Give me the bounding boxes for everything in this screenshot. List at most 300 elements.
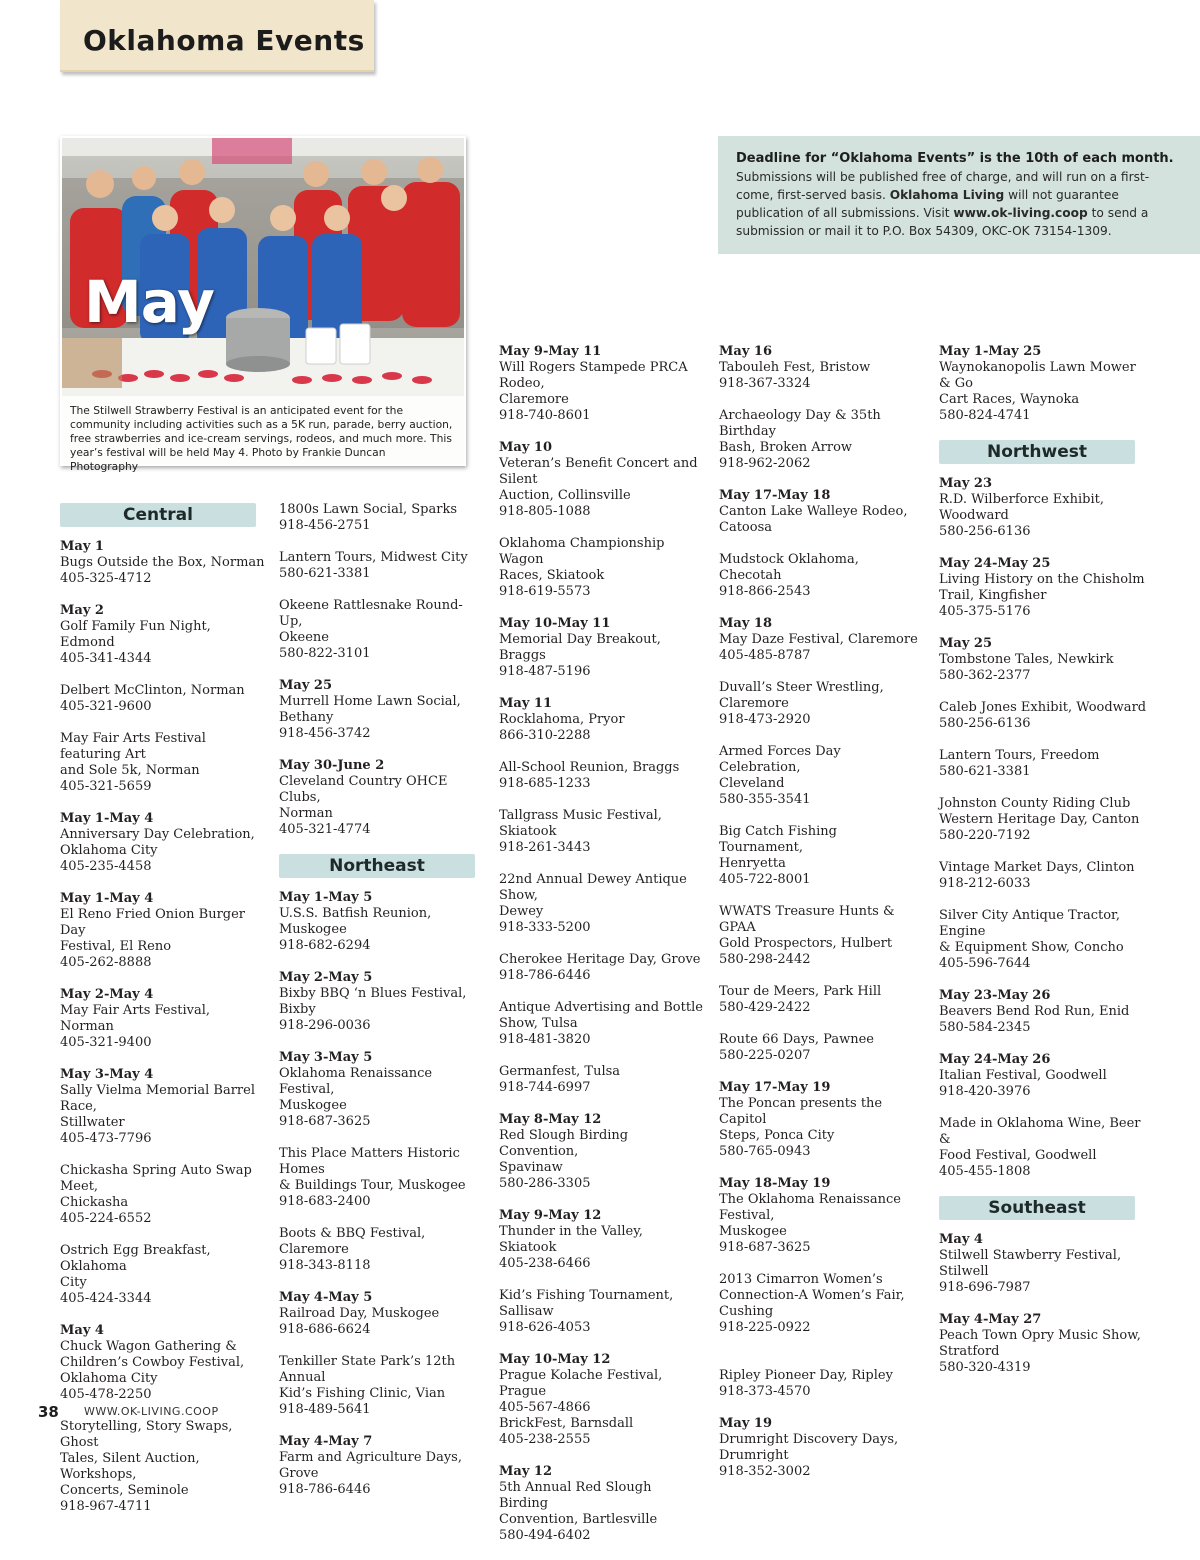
event-line: Oklahoma City (60, 1371, 158, 1386)
deadline-text: will not guarantee publication of all submissions. Visit (736, 188, 1119, 220)
event-line: 5th Annual Red Slough Birding (499, 1480, 652, 1511)
event-listing (939, 908, 1149, 972)
event-listing (60, 987, 265, 1051)
event-line: WWATS Treasure Hunts & GPAA (719, 904, 895, 935)
event-date: May 3-May 4 (60, 1067, 154, 1082)
event-line: Living History on the Chisholm (939, 572, 1145, 587)
event-line: Tabouleh Fest, Bristow (719, 360, 871, 375)
event-line: 580-225-0207 (719, 1048, 811, 1063)
event-line: 918-744-6997 (499, 1080, 591, 1095)
deadline-body (736, 168, 1184, 240)
region-heading-northeast: Northeast (279, 854, 475, 878)
event-line: 918-740-8601 (499, 408, 591, 423)
event-line: Tombstone Tales, Newkirk (939, 652, 1114, 667)
event-line: Dewey (499, 904, 544, 919)
event-line: 405-224-6552 (60, 1211, 152, 1226)
event-line: El Reno Fried Onion Burger Day (60, 907, 246, 938)
event-line: Kid’s Fishing Clinic, Vian (279, 1386, 446, 1401)
deadline-url-link[interactable]: www.ok-living.coop (953, 206, 1088, 220)
event-date: May 30-June 2 (279, 758, 385, 773)
event-line: 1800s Lawn Social, Sparks (279, 502, 457, 517)
event-line: Cherokee Heritage Day, Grove (499, 952, 701, 967)
event-listing (279, 1146, 484, 1210)
event-line: Oklahoma City (60, 843, 158, 858)
event-listing (719, 488, 924, 536)
event-date: May 2-May 4 (60, 987, 154, 1002)
event-listing (279, 598, 484, 662)
event-line: 580-220-7192 (939, 828, 1031, 843)
event-line: The Poncan presents the Capitol (719, 1096, 883, 1127)
event-line: Children’s Cowboy Festival, (60, 1355, 245, 1370)
event-listing (279, 550, 484, 582)
event-line: 918-866-2543 (719, 584, 811, 599)
deadline-brand: Oklahoma Living (889, 188, 1005, 202)
event-listing (279, 1354, 484, 1418)
event-listing (499, 1064, 704, 1096)
deadline-text: to send a submission or mail it to P.O. Box 54309, OKC-OK 73154-1309. (736, 206, 1149, 238)
event-line: Concerts, Seminole (60, 1483, 189, 1498)
event-line: 918-687-3625 (719, 1240, 811, 1255)
event-date: May 9-May 11 (499, 344, 602, 359)
event-date: May 24-May 25 (939, 556, 1051, 571)
event-date: May 1-May 4 (60, 891, 154, 906)
event-line: Chickasha Spring Auto Swap Meet, (60, 1163, 252, 1194)
event-listing (499, 1464, 704, 1544)
footer-url: WWW.OK-LIVING.COOP (84, 1405, 219, 1418)
event-line: Lantern Tours, Midwest City (279, 550, 468, 565)
event-line: Storytelling, Story Swaps, Ghost (60, 1419, 233, 1450)
event-line: Italian Festival, Goodwell (939, 1068, 1107, 1083)
event-line: 405-341-4344 (60, 651, 152, 666)
event-line: Okeene (279, 630, 329, 645)
event-line: 866-310-2288 (499, 728, 591, 743)
event-line: & Equipment Show, Concho (939, 940, 1124, 955)
event-listing (60, 1163, 265, 1227)
event-line: 918-352-3002 (719, 1464, 811, 1479)
event-listing (499, 696, 704, 744)
event-listing (279, 1290, 484, 1338)
event-line: Murrell Home Lawn Social, Bethany (279, 694, 461, 725)
event-line: Canton Lake Walleye Rodeo, (719, 504, 908, 519)
event-line: 405-722-8001 (719, 872, 811, 887)
event-listing (60, 811, 265, 875)
event-listing (939, 860, 1149, 892)
event-listing (499, 440, 704, 520)
event-line: 918-343-8118 (279, 1258, 371, 1273)
event-line: Woodward (939, 508, 1009, 523)
event-listing (279, 678, 484, 742)
event-line: 405-455-1808 (939, 1164, 1031, 1179)
event-date: May 1 (60, 539, 104, 554)
event-listing (279, 1050, 484, 1130)
event-listing (719, 1416, 924, 1480)
event-date: May 4 (939, 1232, 983, 1247)
event-line: Cushing (719, 1304, 774, 1319)
event-line: 405-567-4866 (499, 1400, 591, 1415)
event-line: Cart Races, Waynoka (939, 392, 1080, 407)
region-heading-northwest: Northwest (939, 440, 1135, 464)
event-listing (499, 616, 704, 680)
event-date: May 23-May 26 (939, 988, 1051, 1003)
event-line: Chickasha (60, 1195, 129, 1210)
event-line: May Daze Festival, Claremore (719, 632, 918, 647)
event-listing (719, 1176, 924, 1256)
event-line: 580-362-2377 (939, 668, 1031, 683)
event-line: 405-235-4458 (60, 859, 152, 874)
event-listing (499, 760, 704, 792)
event-line: 918-962-2062 (719, 456, 811, 471)
event-line: Oklahoma Championship Wagon (499, 536, 665, 567)
event-line: Show, Tulsa (499, 1016, 578, 1031)
event-line: Ostrich Egg Breakfast, Oklahoma (60, 1243, 211, 1274)
event-listing (939, 700, 1149, 732)
event-listing (719, 680, 924, 728)
event-date: May 25 (939, 636, 992, 651)
event-line: Big Catch Fishing Tournament, (719, 824, 837, 855)
event-line: 918-786-6446 (499, 968, 591, 983)
event-line: Cleveland Country OHCE Clubs, (279, 774, 448, 805)
event-line: 580-494-6402 (499, 1528, 591, 1543)
event-line: 405-325-4712 (60, 571, 152, 586)
event-listing (939, 1312, 1149, 1376)
event-line: Muskogee (279, 1098, 347, 1113)
event-line: 918-682-6294 (279, 938, 371, 953)
events-column-1 (60, 503, 265, 1531)
event-line: 918-687-3625 (279, 1114, 371, 1129)
event-line: Okeene Rattlesnake Round-Up, (279, 598, 463, 629)
event-line: Peach Town Opry Music Show, (939, 1328, 1141, 1343)
event-date: May 11 (499, 696, 552, 711)
event-line: 918-261-3443 (499, 840, 591, 855)
event-line: 918-696-7987 (939, 1280, 1031, 1295)
event-line: 405-485-8787 (719, 648, 811, 663)
event-line: All-School Reunion, Braggs (499, 760, 680, 775)
event-line: 580-286-3305 (499, 1176, 591, 1191)
event-line: 580-256-6136 (939, 524, 1031, 539)
event-listing (499, 1112, 704, 1192)
event-line: Stillwater (60, 1115, 125, 1130)
event-listing (499, 344, 704, 424)
event-line: 918-456-2751 (279, 518, 371, 533)
page-number: 38 (38, 1403, 59, 1421)
events-column-5 (939, 344, 1149, 1392)
event-line: R.D. Wilberforce Exhibit, (939, 492, 1104, 507)
event-line: Catoosa (719, 520, 772, 535)
event-listing (719, 616, 924, 664)
event-line: Auction, Collinsville (499, 488, 631, 503)
event-listing (60, 1067, 265, 1147)
event-date: May 17-May 19 (719, 1080, 831, 1095)
event-listing (60, 1419, 265, 1515)
event-line: Connection-A Women’s Fair, (719, 1288, 905, 1303)
event-line: Kid’s Fishing Tournament, Sallisaw (499, 1288, 674, 1319)
event-date: May 1-May 4 (60, 811, 154, 826)
event-line: 22nd Annual Dewey Antique Show, (499, 872, 687, 903)
event-line: Veteran’s Benefit Concert and Silent (499, 456, 698, 487)
event-listing (939, 344, 1149, 424)
event-line: 918-296-0036 (279, 1018, 371, 1033)
event-listing (939, 1116, 1149, 1180)
event-line: 580-320-4319 (939, 1360, 1031, 1375)
event-line: 918-786-6446 (279, 1482, 371, 1497)
event-line: Tour de Meers, Park Hill (719, 984, 882, 999)
deadline-notice (718, 136, 1200, 254)
page-title: Oklahoma Events (83, 24, 365, 57)
event-date: May 19 (719, 1416, 772, 1431)
event-listing (499, 1288, 704, 1336)
event-line: Johnston County Riding Club (939, 796, 1131, 811)
event-listing (719, 1368, 924, 1400)
event-line: 580-765-0943 (719, 1144, 811, 1159)
event-date: May 18-May 19 (719, 1176, 831, 1191)
event-date: May 18 (719, 616, 772, 631)
event-line: 580-824-4741 (939, 408, 1031, 423)
event-line: 405-473-7796 (60, 1131, 152, 1146)
event-line: 918-225-0922 (719, 1320, 811, 1335)
event-line: Bash, Broken Arrow (719, 440, 853, 455)
event-line: Bugs Outside the Box, Norman (60, 555, 265, 570)
event-line: 918-212-6033 (939, 876, 1031, 891)
event-line: Trail, Kingfisher (939, 588, 1047, 603)
event-listing (499, 952, 704, 984)
region-heading-central: Central (60, 503, 256, 527)
event-line: Boots & BBQ Festival, Claremore (279, 1226, 426, 1257)
event-line: 918-626-4053 (499, 1320, 591, 1335)
event-listing (719, 824, 924, 888)
event-line: 580-256-6136 (939, 716, 1031, 731)
event-line: Red Slough Birding Convention, (499, 1128, 629, 1159)
event-listing (939, 988, 1149, 1036)
event-listing (60, 539, 265, 587)
event-line: 918-685-1233 (499, 776, 591, 791)
events-column-2 (279, 502, 484, 1514)
event-line: Stratford (939, 1344, 1000, 1359)
photo-caption: The Stilwell Strawberry Festival is an anticipated event for the community including activities such as a 5K run, parade, berry auction, free strawberries and ice-cream servings, rodeos, and much more. This year’s festival will be held May 4. Photo by Frankie Duncan Photography (62, 396, 464, 464)
event-date: May 9-May 12 (499, 1208, 602, 1223)
event-listing (279, 890, 484, 954)
event-listing (939, 556, 1149, 620)
event-line: Steps, Ponca City (719, 1128, 835, 1143)
event-line: Cleveland (719, 776, 785, 791)
event-listing (60, 731, 265, 795)
event-date: May 12 (499, 1464, 552, 1479)
month-heading: May (84, 268, 214, 336)
event-line: 405-321-5659 (60, 779, 152, 794)
event-line: Rocklahoma, Pryor (499, 712, 625, 727)
event-listing (279, 1434, 484, 1498)
event-line: 405-321-9600 (60, 699, 152, 714)
event-listing (719, 552, 924, 600)
event-date: May 2 (60, 603, 104, 618)
event-listing (939, 796, 1149, 844)
event-date: May 3-May 5 (279, 1050, 373, 1065)
event-date: May 10-May 11 (499, 616, 611, 631)
event-line: Will Rogers Stampede PRCA Rodeo, (499, 360, 688, 391)
event-line: May Fair Arts Festival featuring Art (60, 731, 206, 762)
event-listing (719, 904, 924, 968)
event-line: 918-373-4570 (719, 1384, 811, 1399)
event-line: Antique Advertising and Bottle (499, 1000, 703, 1015)
event-line: This Place Matters Historic Homes (279, 1146, 460, 1177)
event-line: Germanfest, Tulsa (499, 1064, 621, 1079)
event-line: Waynokanopolis Lawn Mower & Go (939, 360, 1136, 391)
event-listing (939, 636, 1149, 684)
event-line: 580-621-3381 (279, 566, 371, 581)
event-line: 405-321-4774 (279, 822, 371, 837)
event-line: Lantern Tours, Freedom (939, 748, 1100, 763)
event-line: 580-355-3541 (719, 792, 811, 807)
event-line: 918-805-1088 (499, 504, 591, 519)
event-line: Norman (279, 806, 333, 821)
event-listing (279, 758, 484, 838)
section-title-banner (60, 0, 374, 72)
event-line: 405-238-6466 (499, 1256, 591, 1271)
event-line: The Oklahoma Renaissance Festival, (719, 1192, 901, 1223)
event-line: Oklahoma Renaissance Festival, (279, 1066, 433, 1097)
event-line: 918-420-3976 (939, 1084, 1031, 1099)
event-line: Golf Family Fun Night, Edmond (60, 619, 211, 650)
event-date: May 10-May 12 (499, 1352, 611, 1367)
event-line: 918-619-5573 (499, 584, 591, 599)
event-line: Muskogee (719, 1224, 787, 1239)
event-date: May 23 (939, 476, 992, 491)
page-footer (38, 1402, 219, 1421)
event-line: 918-367-3324 (719, 376, 811, 391)
event-line: Silver City Antique Tractor, Engine (939, 908, 1120, 939)
event-line: Henryetta (719, 856, 786, 871)
events-column-4 (719, 344, 924, 1496)
region-heading-southeast: Southeast (939, 1196, 1135, 1220)
event-line: 580-584-2345 (939, 1020, 1031, 1035)
event-line: Drumright (719, 1448, 789, 1463)
event-line: 405-596-7644 (939, 956, 1031, 971)
event-listing (279, 1226, 484, 1274)
events-column-3 (499, 344, 704, 1560)
event-date: May 4-May 27 (939, 1312, 1042, 1327)
event-line: BrickFest, Barnsdall (499, 1416, 634, 1431)
event-date: May 1-May 5 (279, 890, 373, 905)
event-date: May 8-May 12 (499, 1112, 602, 1127)
event-line: Gold Prospectors, Hulbert (719, 936, 893, 951)
event-listing (499, 1208, 704, 1272)
event-listing (939, 748, 1149, 780)
event-line: 580-621-3381 (939, 764, 1031, 779)
event-line: Vintage Market Days, Clinton (939, 860, 1135, 875)
event-listing (279, 970, 484, 1034)
event-date: May 4 (60, 1323, 104, 1338)
event-listing (499, 872, 704, 936)
event-line: 918-967-4711 (60, 1499, 152, 1514)
event-listing (60, 891, 265, 971)
event-listing (60, 683, 265, 715)
event-line: 2013 Cimarron Women’s (719, 1272, 883, 1287)
event-line: and Sole 5k, Norman (60, 763, 200, 778)
event-line: Food Festival, Goodwell (939, 1148, 1097, 1163)
event-line: Convention, Bartlesville (499, 1512, 658, 1527)
event-line: 918-683-2400 (279, 1194, 371, 1209)
deadline-text: Submissions will be published free of charge, and will run on a first-come, first-served basis. (736, 170, 1150, 202)
event-line: Drumright Discovery Days, (719, 1432, 899, 1447)
event-line: 405-375-5176 (939, 604, 1031, 619)
event-line: Chuck Wagon Gathering & (60, 1339, 237, 1354)
event-line: Ripley Pioneer Day, Ripley (719, 1368, 893, 1383)
event-line: Tales, Silent Auction, Workshops, (60, 1451, 200, 1482)
event-line: Tenkiller State Park’s 12th Annual (279, 1354, 456, 1385)
event-line: 405-478-2250 (60, 1387, 152, 1402)
event-line: Western Heritage Day, Canton (939, 812, 1140, 827)
event-line: 918-489-5641 (279, 1402, 371, 1417)
event-listing (499, 536, 704, 600)
event-listing (719, 744, 924, 808)
event-listing (499, 1000, 704, 1048)
event-line: Races, Skiatook (499, 568, 605, 583)
event-line: Festival, El Reno (60, 939, 172, 954)
event-listing (719, 1272, 924, 1352)
event-line: Mudstock Oklahoma, Checotah (719, 552, 859, 583)
event-listing (719, 1032, 924, 1064)
event-line: Tallgrass Music Festival, Skiatook (499, 808, 662, 839)
event-line: Anniversary Day Celebration, (60, 827, 255, 842)
event-listing (499, 808, 704, 856)
spacer (719, 1336, 924, 1352)
event-line: 918-473-2920 (719, 712, 811, 727)
event-listing (60, 1243, 265, 1307)
event-listing (60, 603, 265, 667)
event-line: 405-321-9400 (60, 1035, 152, 1050)
event-line: Farm and Agriculture Days, Grove (279, 1450, 462, 1481)
event-listing (719, 1080, 924, 1160)
event-line: Railroad Day, Muskogee (279, 1306, 440, 1321)
event-line: 918-481-3820 (499, 1032, 591, 1047)
event-date: May 2-May 5 (279, 970, 373, 985)
event-date: May 10 (499, 440, 552, 455)
event-line: 918-456-3742 (279, 726, 371, 741)
event-line: May Fair Arts Festival, Norman (60, 1003, 211, 1034)
event-date: May 4-May 7 (279, 1434, 373, 1449)
event-line: Delbert McClinton, Norman (60, 683, 245, 698)
event-listing (499, 1352, 704, 1448)
event-line: Duvall’s Steer Wrestling, Claremore (719, 680, 884, 711)
event-listing (719, 344, 924, 392)
event-line: Stilwell Stawberry Festival, Stilwell (939, 1248, 1122, 1279)
event-date: May 16 (719, 344, 772, 359)
event-line: Memorial Day Breakout, Braggs (499, 632, 661, 663)
event-listing (939, 1052, 1149, 1100)
event-line: Thunder in the Valley, Skiatook (499, 1224, 643, 1255)
event-line: Beavers Bend Rod Run, Enid (939, 1004, 1130, 1019)
event-line: 580-822-3101 (279, 646, 371, 661)
event-line: Spavinaw (499, 1160, 563, 1175)
event-line: Made in Oklahoma Wine, Beer & (939, 1116, 1141, 1147)
event-listing (719, 408, 924, 472)
event-line: Claremore (499, 392, 569, 407)
event-line: Sally Vielma Memorial Barrel Race, (60, 1083, 255, 1114)
event-line: Bixby BBQ ‘n Blues Festival, Bixby (279, 986, 467, 1017)
event-line: U.S.S. Batfish Reunion, Muskogee (279, 906, 432, 937)
event-line: 405-424-3344 (60, 1291, 152, 1306)
event-listing (719, 984, 924, 1016)
event-line: 918-487-5196 (499, 664, 591, 679)
event-line: 918-333-5200 (499, 920, 591, 935)
event-date: May 17-May 18 (719, 488, 831, 503)
event-line: Armed Forces Day Celebration, (719, 744, 841, 775)
event-line: 580-298-2442 (719, 952, 811, 967)
event-line: Route 66 Days, Pawnee (719, 1032, 874, 1047)
event-line: 405-238-2555 (499, 1432, 591, 1447)
event-line: 918-686-6624 (279, 1322, 371, 1337)
event-date: May 4-May 5 (279, 1290, 373, 1305)
event-line: City (60, 1275, 87, 1290)
